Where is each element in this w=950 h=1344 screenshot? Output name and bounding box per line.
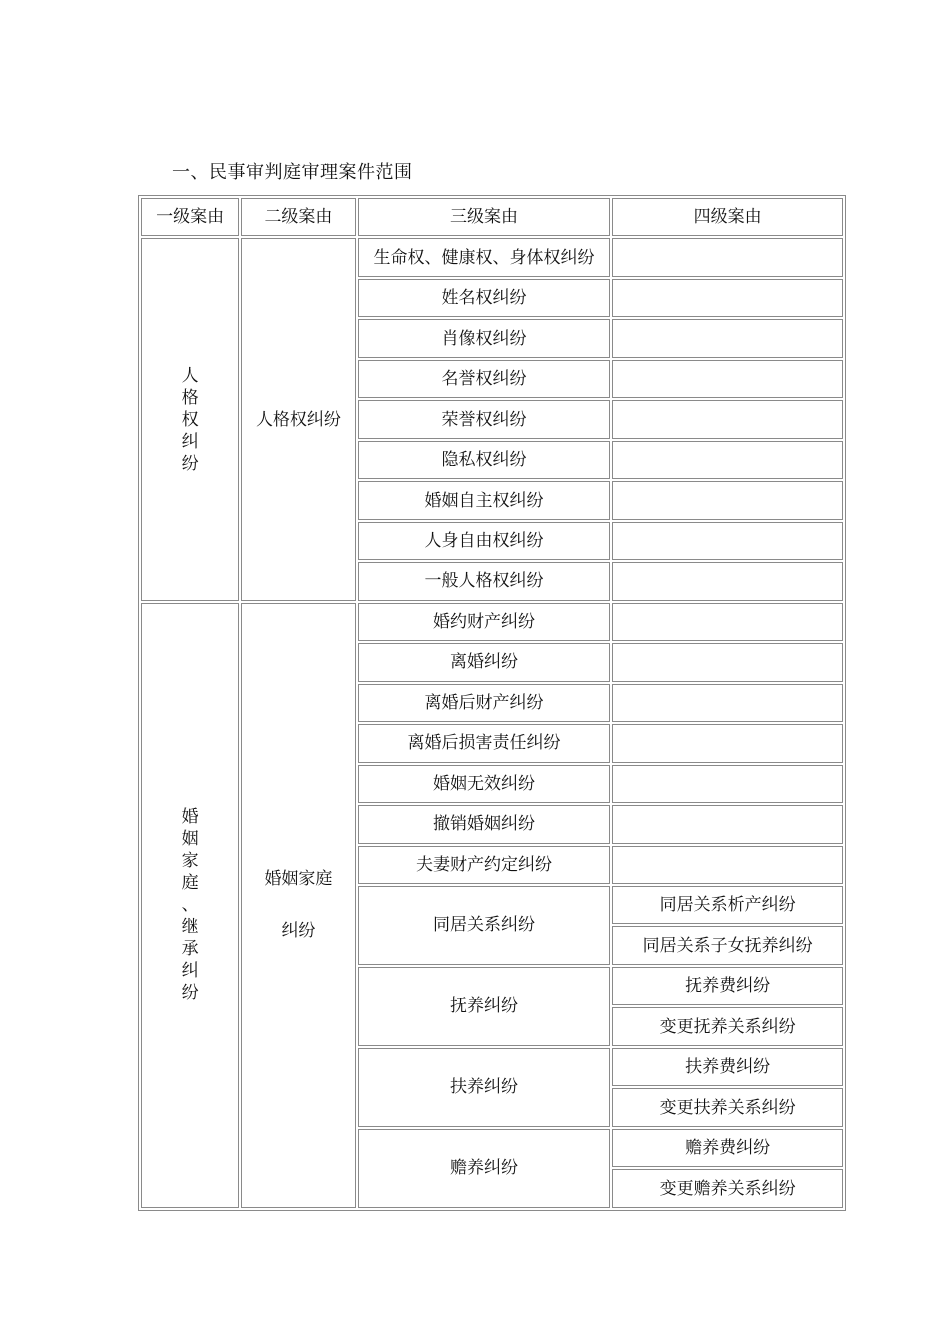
level1-char: 家 xyxy=(181,851,199,872)
level4-category xyxy=(612,603,843,641)
level2-category xyxy=(241,238,355,600)
level1-char: 纠 xyxy=(181,431,199,452)
level1-char: 承 xyxy=(181,939,199,960)
level4-category xyxy=(612,279,843,317)
level3-category: 姓名权纠纷 xyxy=(358,279,611,317)
page-title: 一、民事审判庭审理案件范围 xyxy=(172,162,413,183)
level1-char: 纷 xyxy=(181,453,199,474)
level1-char: 人 xyxy=(181,365,199,386)
header-level4: 四级案由 xyxy=(612,198,843,236)
case-category-table xyxy=(138,195,846,1211)
level2-line: 纠纷 xyxy=(281,921,316,942)
level4-category xyxy=(612,805,843,843)
level3-category: 离婚后财产纠纷 xyxy=(358,684,611,722)
level4-category xyxy=(612,522,843,560)
level4-category xyxy=(612,481,843,519)
level4-category: 同居关系子女抚养纠纷 xyxy=(612,926,843,964)
level1-char: 继 xyxy=(181,917,199,938)
level4-category xyxy=(612,441,843,479)
level4-category xyxy=(612,684,843,722)
level3-category: 生命权、健康权、身体权纠纷 xyxy=(358,238,611,276)
level3-category: 隐私权纠纷 xyxy=(358,441,611,479)
level4-category xyxy=(612,846,843,884)
table-header-row xyxy=(141,198,843,236)
table-body xyxy=(141,198,843,1208)
level4-category: 抚养费纠纷 xyxy=(612,967,843,1005)
level2-line: 人格权纠纷 xyxy=(255,409,341,430)
level4-category xyxy=(612,238,843,276)
level3-category: 一般人格权纠纷 xyxy=(358,562,611,600)
table-row xyxy=(141,238,843,276)
level1-char: 庭 xyxy=(181,873,199,894)
level2-category xyxy=(241,603,355,1208)
level4-category xyxy=(612,562,843,600)
level3-category: 名誉权纠纷 xyxy=(358,360,611,398)
level4-category: 同居关系析产纠纷 xyxy=(612,886,843,924)
level4-category: 赡养费纠纷 xyxy=(612,1129,843,1167)
level1-char: 纠 xyxy=(181,961,199,982)
level4-category xyxy=(612,765,843,803)
level3-category: 离婚后损害责任纠纷 xyxy=(358,724,611,762)
level4-category: 变更抚养关系纠纷 xyxy=(612,1007,843,1045)
level4-category: 扶养费纠纷 xyxy=(612,1048,843,1086)
level3-category: 离婚纠纷 xyxy=(358,643,611,681)
level1-category xyxy=(141,603,239,1208)
level1-char: 、 xyxy=(181,895,199,916)
level4-category xyxy=(612,400,843,438)
level3-category: 人身自由权纠纷 xyxy=(358,522,611,560)
level1-char: 纷 xyxy=(181,983,199,1004)
level3-category: 肖像权纠纷 xyxy=(358,319,611,357)
level3-category: 赡养纠纷 xyxy=(358,1129,611,1208)
table-row xyxy=(141,603,843,641)
level1-category xyxy=(141,238,239,600)
level3-category: 婚姻自主权纠纷 xyxy=(358,481,611,519)
level1-char: 权 xyxy=(181,409,199,430)
level3-category: 婚约财产纠纷 xyxy=(358,603,611,641)
level4-category xyxy=(612,643,843,681)
level1-char: 姻 xyxy=(181,829,199,850)
level4-category xyxy=(612,319,843,357)
level3-category: 扶养纠纷 xyxy=(358,1048,611,1127)
level3-category: 撤销婚姻纠纷 xyxy=(358,805,611,843)
level4-category xyxy=(612,724,843,762)
level4-category: 变更扶养关系纠纷 xyxy=(612,1088,843,1126)
header-level3: 三级案由 xyxy=(358,198,611,236)
level2-line: 婚姻家庭 xyxy=(264,869,333,890)
header-level2: 二级案由 xyxy=(241,198,355,236)
level3-category: 抚养纠纷 xyxy=(358,967,611,1046)
level4-category xyxy=(612,360,843,398)
level3-category: 荣誉权纠纷 xyxy=(358,400,611,438)
header-level1: 一级案由 xyxy=(141,198,239,236)
level3-category: 同居关系纠纷 xyxy=(358,886,611,965)
level3-category: 夫妻财产约定纠纷 xyxy=(358,846,611,884)
level4-category: 变更赡养关系纠纷 xyxy=(612,1169,843,1208)
level3-category: 婚姻无效纠纷 xyxy=(358,765,611,803)
level1-char: 格 xyxy=(181,387,199,408)
level1-char: 婚 xyxy=(181,807,199,828)
